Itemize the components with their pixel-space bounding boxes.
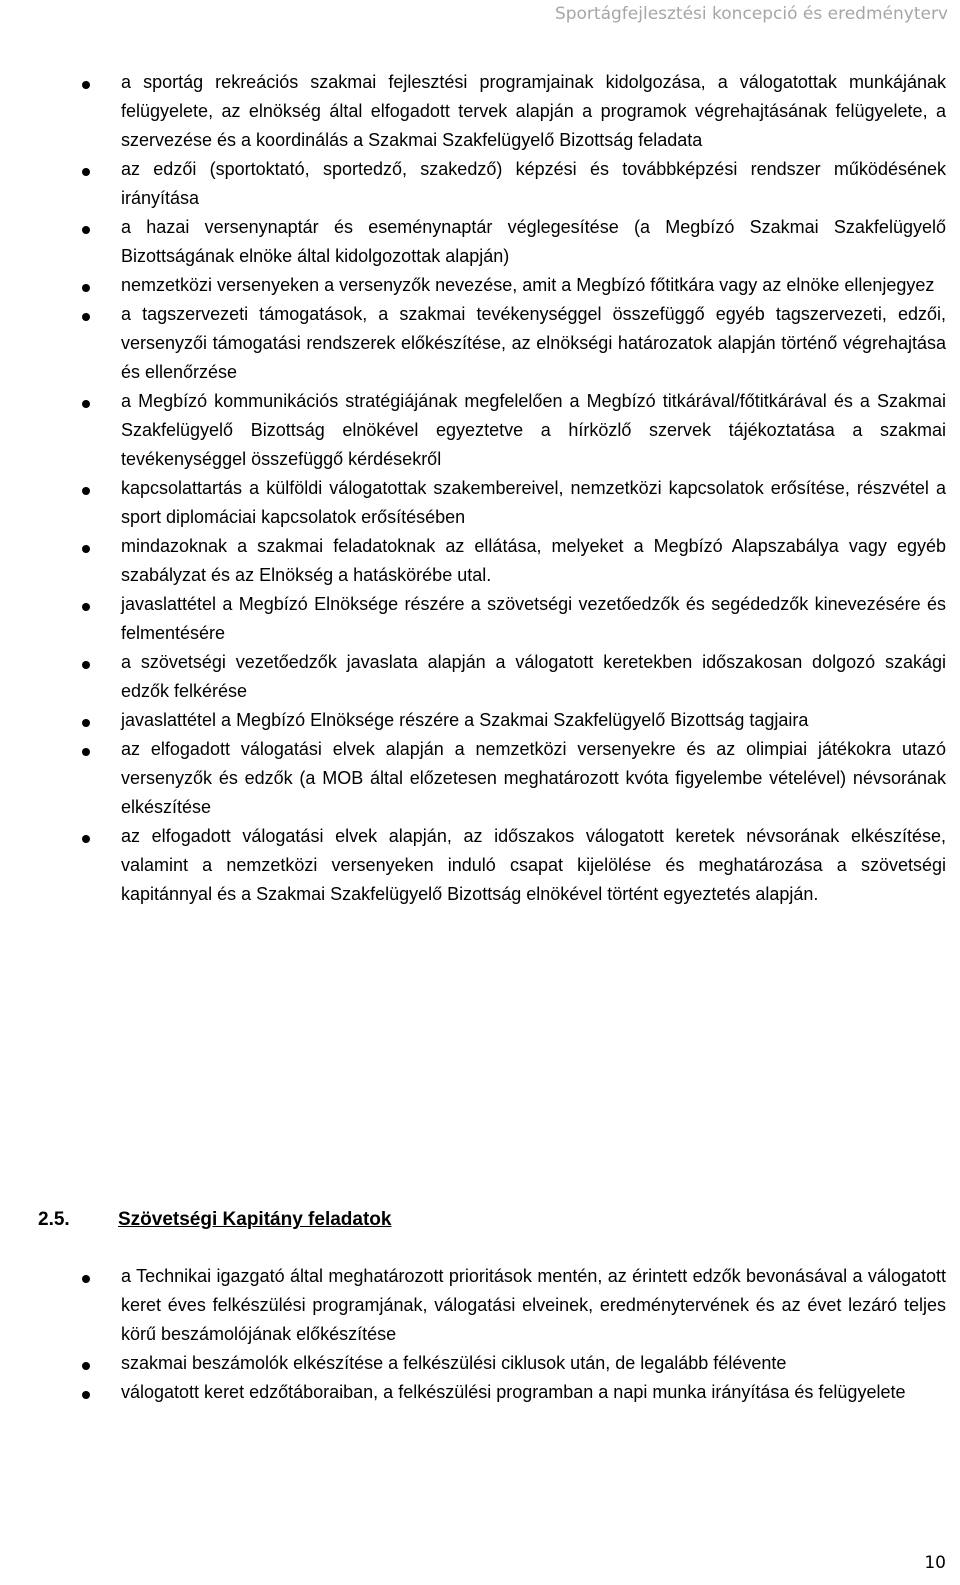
duties-list: [0, 68, 960, 909]
list-item: az elfogadott válogatási elvek alapján, az időszakos válogatott keretek névsorának elkészítése, valamint a nemzetközi versenyeken induló csapat kijelölése és meghatározása a szövetségi kapitánnyal és a Szakmai Szakfelügyelő Bizottság elnökével történt egyeztetés alapján.: [0, 822, 960, 909]
list-item: az elfogadott válogatási elvek alapján a nemzetközi versenyekre és az olimpiai játékokra utazó versenyzők és edzők (a MOB által előzetesen meghatározott kvóta figyelembe vételével) névsorának elkészítése: [0, 735, 960, 822]
list-item: szakmai beszámolók elkészítése a felkészülési ciklusok után, de legalább félévente: [0, 1349, 960, 1378]
bullet-icon: [82, 1275, 90, 1283]
section-title: Szövetségi Kapitány feladatok: [118, 1209, 392, 1230]
list-item: a tagszervezeti támogatások, a szakmai tevékenységgel összefüggő egyéb tagszervezeti, edzői, versenyzői támogatási rendszerek előkészítése, az elnökségi határozatok alapján történő végrehajtása és ellenőrzése: [0, 300, 960, 387]
list-item: a Technikai igazgató által meghatározott prioritások mentén, az érintett edzők bevonásával a válogatott keret éves felkészülési programjának, válogatási elveinek, eredménytervének és az évet lezáró teljes körű beszámolójának előkészítése: [0, 1262, 960, 1349]
bullet-icon: [82, 748, 90, 756]
list-item: a szövetségi vezetőedzők javaslata alapján a válogatott keretekben időszakosan dolgozó szakági edzők felkérése: [0, 648, 960, 706]
list-item: mindazoknak a szakmai feladatoknak az ellátása, melyeket a Megbízó Alapszabálya vagy egyéb szabályzat és az Elnökség a hatáskörébe utal.: [0, 532, 960, 590]
bullet-icon: [82, 226, 90, 234]
list-item: kapcsolattartás a külföldi válogatottak szakembereivel, nemzetközi kapcsolatok erősítése, részvétel a sport diplomáciai kapcsolatok erősítésében: [0, 474, 960, 532]
bullet-icon: [82, 1362, 90, 1370]
list-item: nemzetközi versenyeken a versenyzők nevezése, amit a Megbízó főtitkára vagy az elnöke ellenjegyez: [0, 271, 960, 300]
running-header: Sportágfejlesztési koncepció és eredményterv: [554, 4, 948, 24]
list-item: javaslattétel a Megbízó Elnöksége részére a szövetségi vezetőedzők és segédedzők kinevezésére és felmentésére: [0, 590, 960, 648]
list-item: válogatott keret edzőtáboraiban, a felkészülési programban a napi munka irányítása és felügyelete: [0, 1378, 960, 1407]
section-heading: [38, 1209, 391, 1231]
bullet-icon: [82, 661, 90, 669]
page-number: 10: [924, 1553, 946, 1573]
list-item: a Megbízó kommunikációs stratégiájának megfelelően a Megbízó titkárával/főtitkárával és a Szakmai Szakfelügyelő Bizottság elnökével egyeztetve a hírközlő szervek tájékoztatása a szakmai tevékenységgel összefüggő kérdésekről: [0, 387, 960, 474]
list-item: az edzői (sportoktató, sportedző, szakedző) képzési és továbbképzési rendszer működésének irányítása: [0, 155, 960, 213]
list-item: javaslattétel a Megbízó Elnöksége részére a Szakmai Szakfelügyelő Bizottság tagjaira: [0, 706, 960, 735]
bullet-icon: [82, 168, 90, 176]
section-number: 2.5.: [38, 1209, 70, 1230]
bullet-icon: [82, 81, 90, 89]
bullet-icon: [82, 719, 90, 727]
bullet-icon: [82, 400, 90, 408]
bullet-icon: [82, 284, 90, 292]
bullet-icon: [82, 1391, 90, 1399]
bullet-icon: [82, 487, 90, 495]
list-item: a hazai versenynaptár és eseménynaptár véglegesítése (a Megbízó Szakmai Szakfelügyelő Bizottságának elnöke által kidolgozottak alapján): [0, 213, 960, 271]
bullet-icon: [82, 835, 90, 843]
captain-duties-list: [0, 1262, 960, 1407]
bullet-icon: [82, 603, 90, 611]
list-item: a sportág rekreációs szakmai fejlesztési programjainak kidolgozása, a válogatottak munkájának felügyelete, az elnökség által elfogadott tervek alapján a programok végrehajtásának felügyelete, a szervezése és a koordinálás a Szakmai Szakfelügyelő Bizottság feladata: [0, 68, 960, 155]
bullet-icon: [82, 545, 90, 553]
bullet-icon: [82, 313, 90, 321]
